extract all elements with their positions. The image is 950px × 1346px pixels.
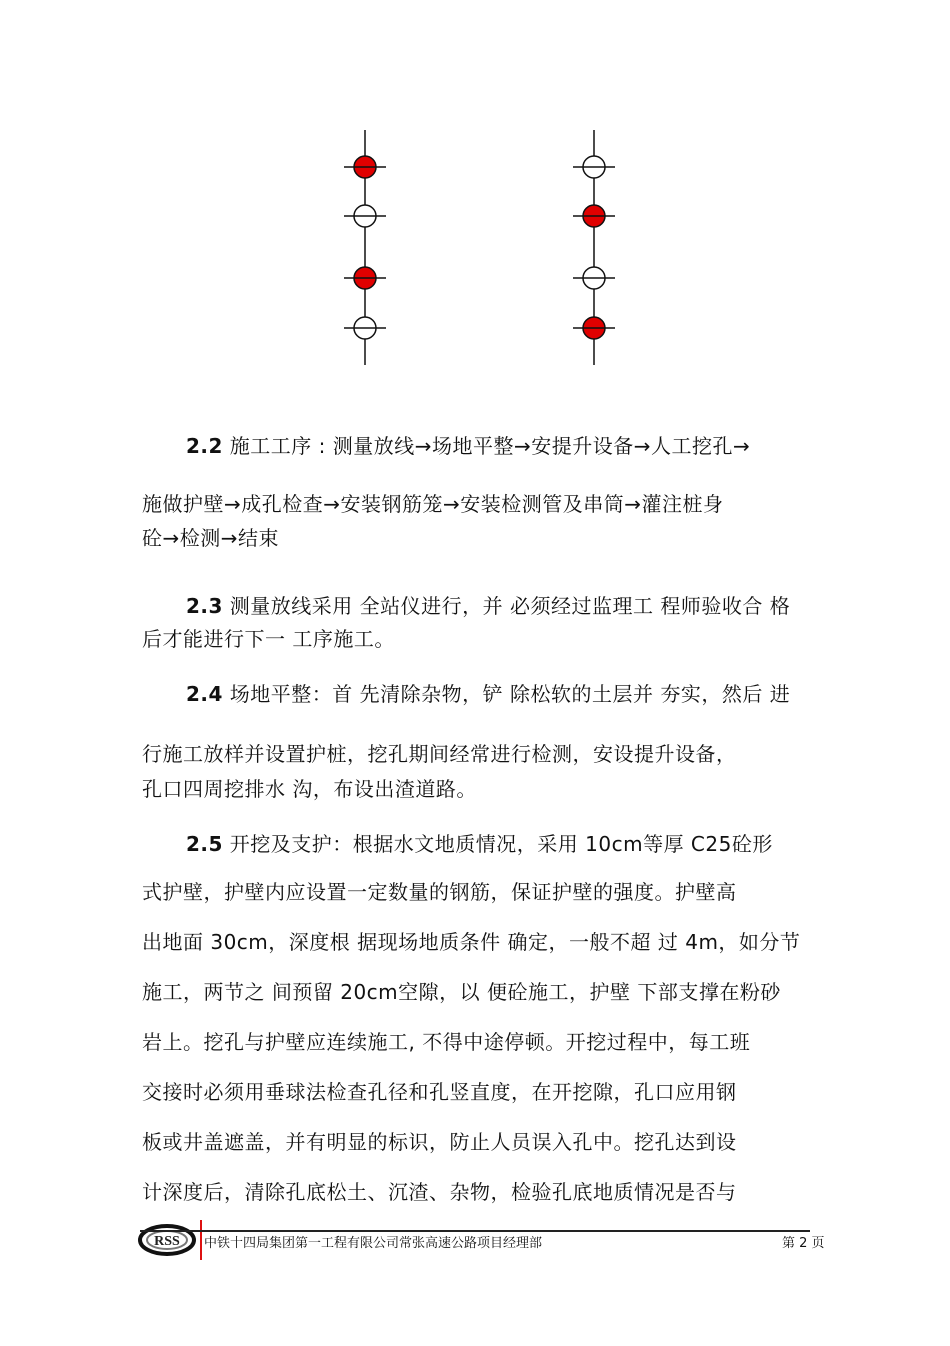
section-2-5-line-1: 2.5 开挖及支护：根据水文地质情况，采用 10cm等厚 C25砼形 bbox=[186, 832, 773, 856]
section-number: 2.3 bbox=[186, 594, 223, 618]
section-2-4-line-2: 行施工放样并设置护桩，挖孔期间经常进行检测，安设提升设备， bbox=[142, 742, 737, 766]
section-number: 2.4 bbox=[186, 682, 223, 706]
left-hole-4-open bbox=[344, 317, 386, 339]
section-2-5-line-3: 出地面 30cm，深度根 据现场地质条件 确定，一般不超 过 4m，如分节 bbox=[142, 930, 801, 954]
company-logo bbox=[138, 1222, 196, 1258]
section-2-5-line-7: 板或井盖遮盖，并有明显的标识，防止人员误入孔中。挖孔达到设 bbox=[142, 1130, 737, 1154]
section-2-2-line-3: 砼→检测→结束 bbox=[142, 526, 280, 550]
section-2-4-line-3: 孔口四周挖排水 沟，布设出渣道路。 bbox=[142, 777, 477, 801]
left-hole-3-filled bbox=[344, 267, 386, 289]
section-2-5-line-4: 施工，两节之 间预留 20cm空隙，以 便砼施工，护壁 下部支撑在粉砂 bbox=[142, 980, 781, 1004]
section-2-3-line-1: 2.3 测量放线采用 全站仪进行，并 必须经过监理工 程师验收合 格 bbox=[186, 594, 791, 618]
left-hole-1-filled bbox=[344, 156, 386, 178]
section-2-2-line-2: 施做护壁→成孔检查→安装钢筋笼→安装检测管及串筒→灌注桩身 bbox=[142, 492, 724, 516]
right-hole-3-open bbox=[573, 267, 615, 289]
section-2-5-line-5: 岩上。挖孔与护壁应连续施工, 不得中途停顿。开挖过程中，每工班 bbox=[142, 1030, 751, 1054]
right-hole-4-filled bbox=[573, 317, 615, 339]
section-2-2-line-1: 2.2 施工工序 : 测量放线→场地平整→安提升设备→人工挖孔→ bbox=[186, 434, 751, 458]
right-hole-1-open bbox=[573, 156, 615, 178]
section-number: 2.2 bbox=[186, 434, 223, 458]
footer-red-divider bbox=[200, 1220, 202, 1260]
section-2-5-line-6: 交接时必须用垂球法检查孔径和孔竖直度，在开挖隙，孔口应用钢 bbox=[142, 1080, 737, 1104]
section-2-3-line-2: 后才能进行下一 工序施工。 bbox=[142, 627, 395, 651]
svg-text:RSS: RSS bbox=[154, 1234, 180, 1249]
footer-company-name: 中铁十四局集团第一工程有限公司常张高速公路项目经理部 bbox=[204, 1236, 543, 1251]
section-2-4-line-1: 2.4 场地平整：首 先清除杂物，铲 除松软的土层并 夯实，然后 进 bbox=[186, 682, 791, 706]
section-2-5-line-8: 计深度后，清除孔底松土、沉渣、杂物，检验孔底地质情况是否与 bbox=[142, 1180, 737, 1204]
pile-layout-diagram bbox=[300, 125, 660, 375]
section-number: 2.5 bbox=[186, 832, 223, 856]
section-2-5-line-2: 式护壁，护壁内应设置一定数量的钢筋，保证护壁的强度。护壁高 bbox=[142, 880, 737, 904]
left-hole-2-open bbox=[344, 205, 386, 227]
footer-rule bbox=[140, 1230, 810, 1232]
right-hole-2-filled bbox=[573, 205, 615, 227]
footer-page-number: 第 2 页 bbox=[782, 1236, 825, 1251]
